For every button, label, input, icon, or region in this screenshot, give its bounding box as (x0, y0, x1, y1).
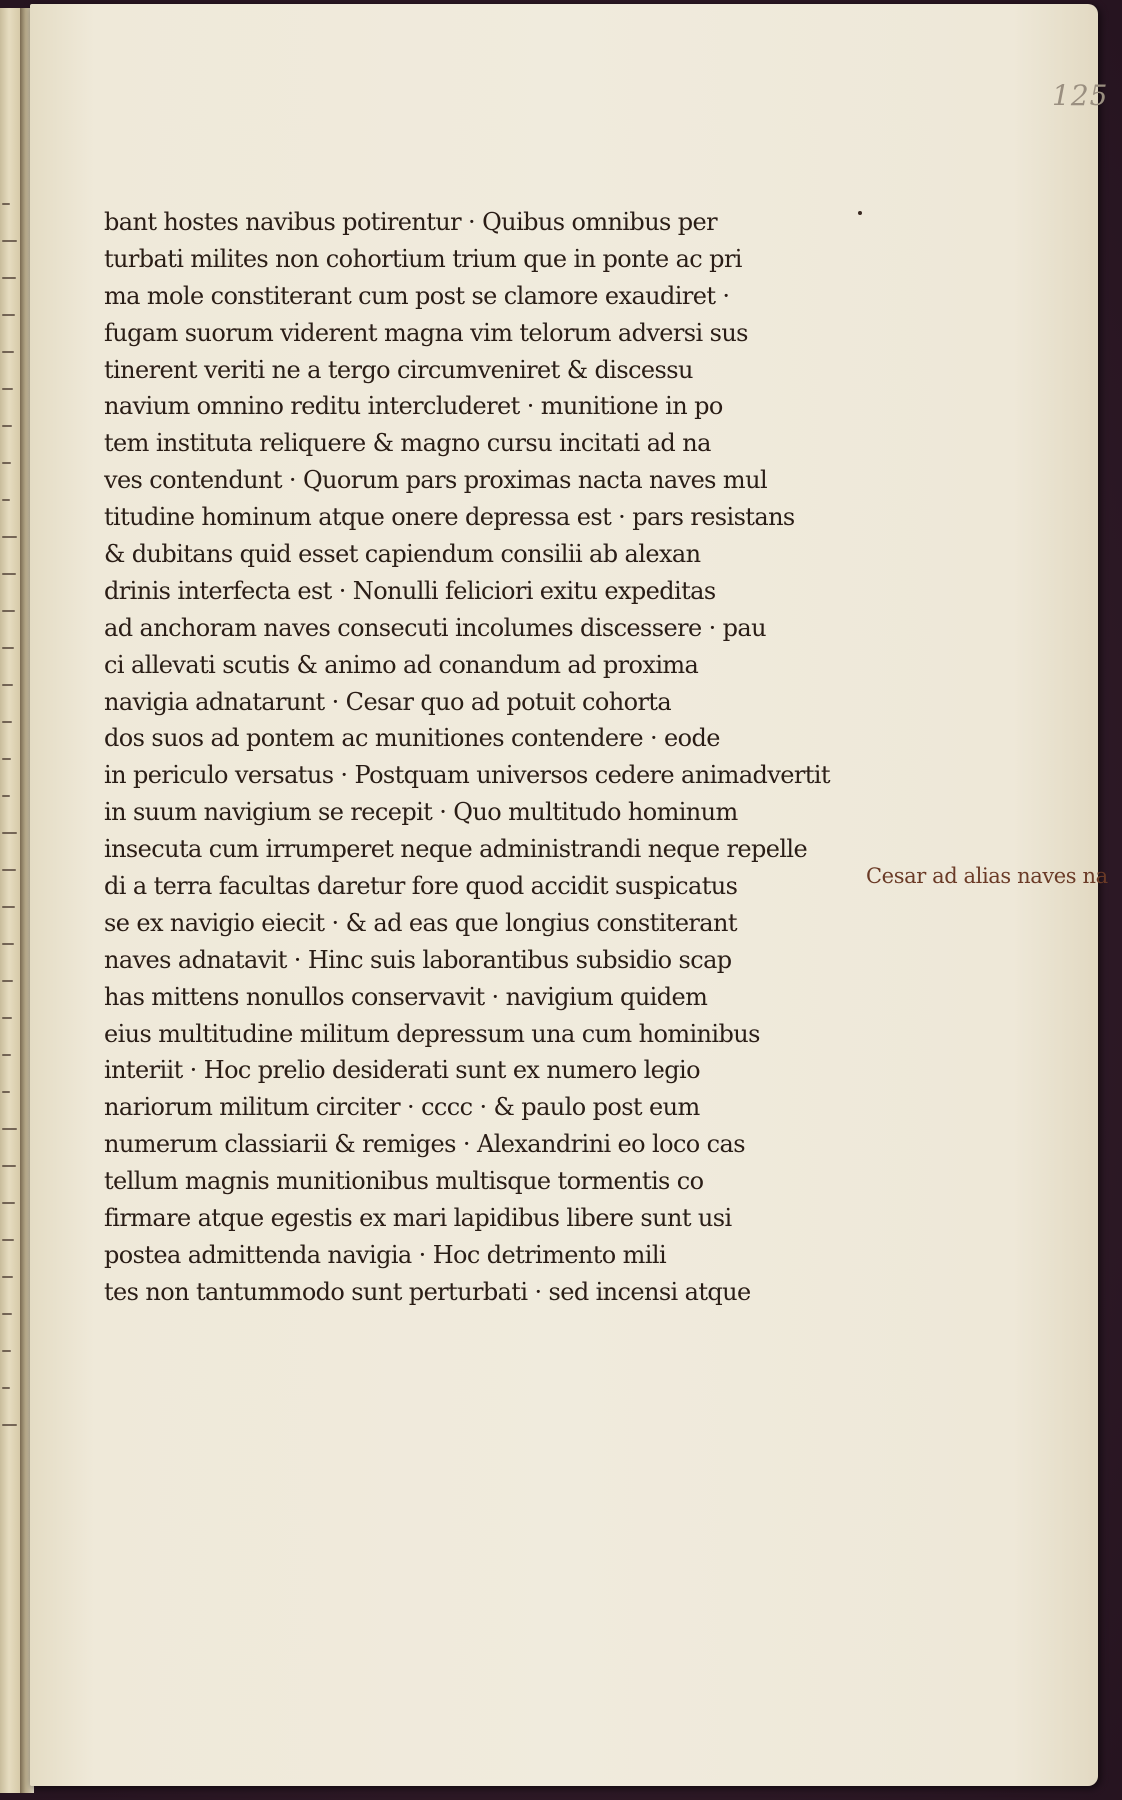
verso-text-stroke (2, 203, 10, 205)
verso-text-stroke (2, 1128, 17, 1130)
text-line: tinerent veriti ne a tergo circumveniret & discessu (104, 355, 693, 384)
text-line: nariorum militum circiter · cccc · & paulo post eum (104, 1093, 700, 1122)
text-line: postea admittenda navigia · Hoc detrimento mili (104, 1240, 667, 1269)
verso-text-stroke (2, 1054, 11, 1056)
verso-text-stroke (2, 1350, 11, 1352)
verso-text-stroke (2, 388, 13, 390)
main-text-block (104, 204, 834, 1311)
verso-text-stroke (2, 758, 11, 760)
text-line: tem instituta reliquere & magno cursu incitati ad na (104, 429, 711, 458)
text-line: navigia adnatarunt · Cesar quo ad potuit cohorta (104, 687, 672, 716)
verso-text-stroke (2, 980, 13, 982)
verso-text-stroke (2, 1313, 12, 1315)
verso-text-stroke (2, 647, 14, 649)
text-line: ma mole constiterant cum post se clamore exaudiret · (104, 281, 730, 310)
verso-text-stroke (2, 536, 17, 538)
text-line: tellum magnis munitionibus multisque tormentis co (104, 1167, 704, 1196)
verso-text-stroke (2, 943, 14, 945)
manuscript-folio (30, 4, 1109, 1786)
text-line: se ex navigio eiecit · & ad eas que longius constiterant (104, 908, 737, 937)
verso-text-stroke (2, 721, 12, 723)
verso-text-stroke (2, 869, 16, 871)
verso-text-stroke (2, 1017, 12, 1019)
text-line: & dubitans quid esset capiendum consilii ab alexan (104, 540, 701, 569)
verso-text-stroke (2, 1276, 13, 1278)
text-line: fugam suorum viderent magna vim telorum adversi sus (104, 318, 748, 347)
text-line: turbati milites non cohortium trium que in ponte ac pri (104, 244, 742, 273)
text-line: naves adnatavit · Hinc suis laborantibus subsidio scap (104, 945, 732, 974)
text-line: in periculo versatus · Postquam universos cedere animadvertit (104, 761, 830, 790)
text-line: drinis interfecta est · Nonulli feliciori exitu expeditas (104, 576, 716, 605)
text-line: firmare atque egestis ex mari lapidibus libere sunt usi (104, 1204, 732, 1233)
verso-text-stroke (2, 1091, 10, 1093)
folio-number: 125 (1052, 79, 1109, 112)
verso-page-edge (0, 8, 21, 1793)
verso-text-stroke (2, 832, 17, 834)
text-line: di a terra facultas daretur fore quod accidit suspicatus (104, 872, 738, 901)
text-line: tes non tantummodo sunt perturbati · sed incensi atque (104, 1277, 751, 1306)
text-line: bant hostes navibus potirentur · Quibus omnibus per (104, 208, 718, 236)
marginal-note: Cesar ad alias naves na (866, 864, 1108, 888)
verso-text-stroke (2, 277, 16, 279)
verso-text-stroke (2, 610, 15, 612)
verso-text-stroke (2, 1165, 16, 1167)
text-line: eius multitudine militum depressum una cum hominibus (104, 1019, 760, 1048)
text-line: ves contendunt · Quorum pars proximas nacta naves mul (104, 466, 768, 495)
text-line: numerum classiarii & remiges · Alexandrini eo loco cas (104, 1130, 745, 1159)
verso-text-stroke (2, 314, 15, 316)
verso-text-stroke (2, 573, 16, 575)
text-line: in suum navigium se recepit · Quo multitudo hominum (104, 798, 738, 827)
verso-text-stroke (2, 795, 10, 797)
verso-text-stroke (2, 425, 12, 427)
verso-text-stroke (2, 684, 13, 686)
text-line: dos suos ad pontem ac munitiones contendere · eode (104, 724, 720, 753)
margin-dot (858, 211, 862, 215)
text-line: interiit · Hoc prelio desiderati sunt ex numero legio (104, 1056, 700, 1085)
text-line: navium omnino reditu intercluderet · munitione in po (104, 392, 723, 421)
text-line: ad anchoram naves consecuti incolumes discessere · pau (104, 613, 766, 642)
text-line: ci allevati scutis & animo ad conandum ad proxima (104, 650, 699, 679)
verso-text-stroke (2, 1239, 14, 1241)
verso-text-stroke (2, 1387, 10, 1389)
verso-text-stroke (2, 240, 17, 242)
text-line: has mittens nonullos conservavit · navigium quidem (104, 982, 708, 1011)
verso-text-stroke (2, 1424, 17, 1426)
text-line: insecuta cum irrumperet neque administrandi neque repelle (104, 835, 808, 864)
text-line: titudine hominum atque onere depressa est · pars resistans (104, 503, 795, 532)
verso-text-stroke (2, 1202, 15, 1204)
verso-text-stroke (2, 499, 10, 501)
verso-text-stroke (2, 462, 11, 464)
verso-text-stroke (2, 906, 15, 908)
verso-text-stroke (2, 351, 14, 353)
